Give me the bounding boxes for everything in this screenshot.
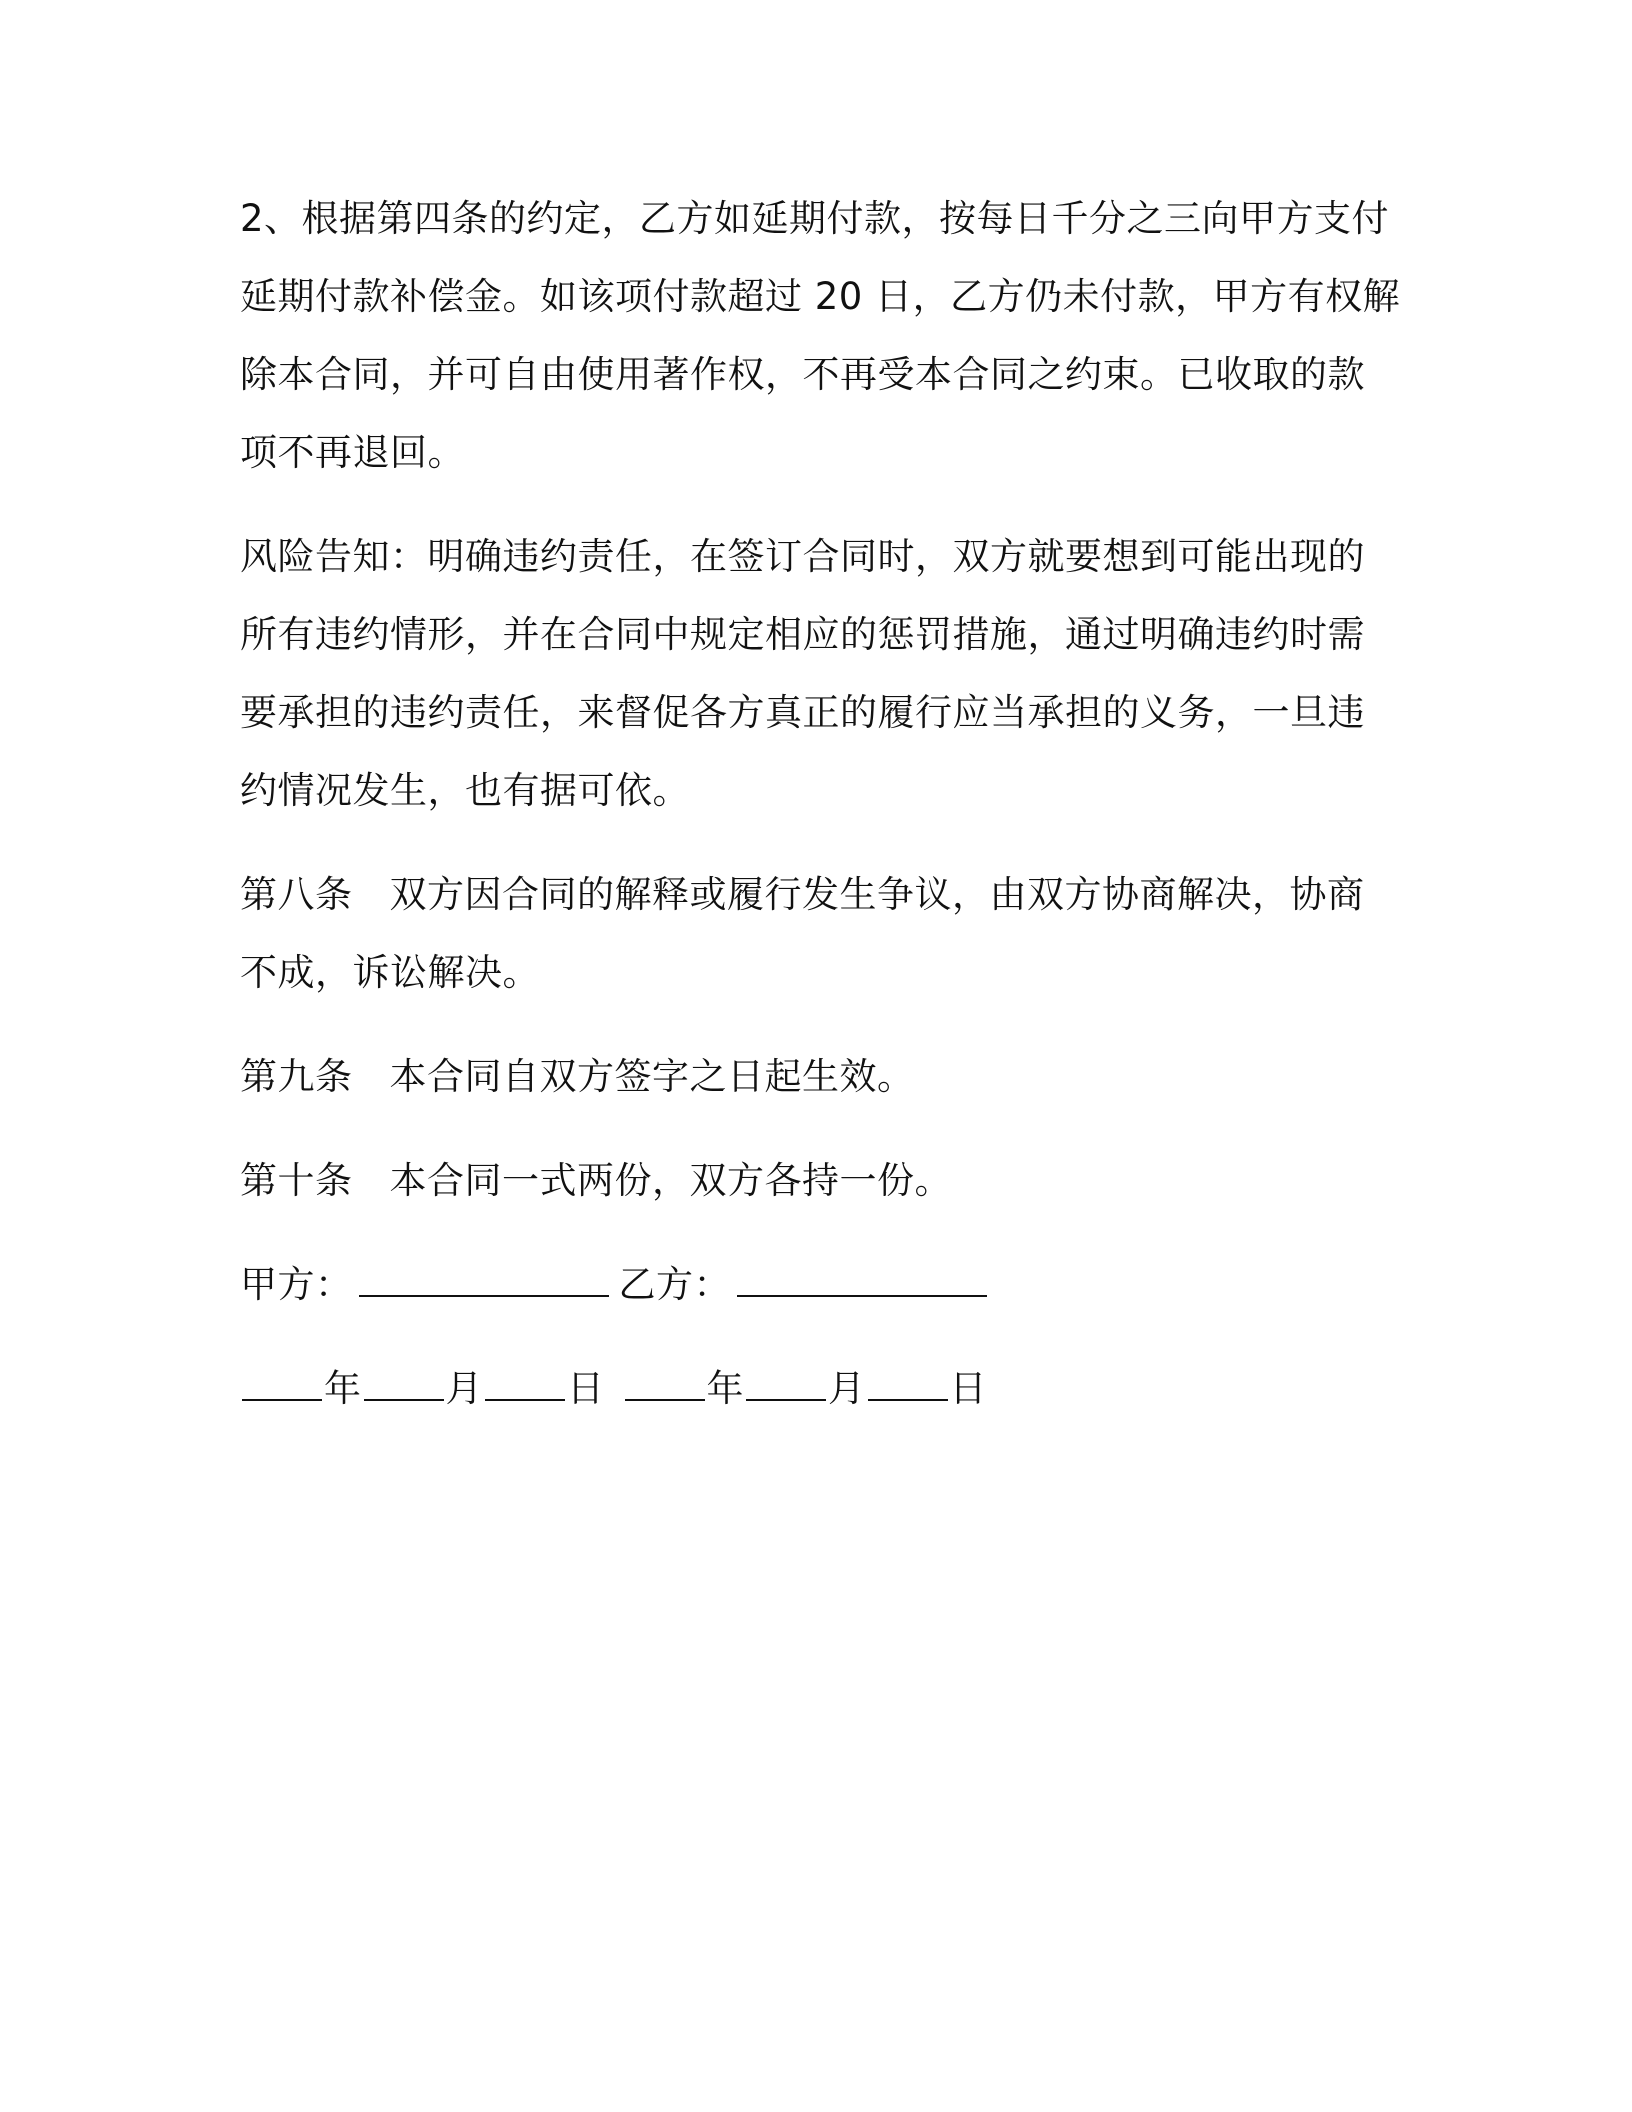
article-10 bbox=[240, 1142, 1400, 1220]
article-8 bbox=[240, 856, 1400, 1012]
party-b-label: 乙方： bbox=[618, 1263, 731, 1306]
year-label: 年 bbox=[324, 1367, 362, 1410]
text-line bbox=[240, 1246, 1400, 1324]
year-label: 年 bbox=[706, 1367, 744, 1410]
date-line bbox=[240, 1350, 1400, 1428]
month-label: 月 bbox=[445, 1367, 483, 1410]
party-a-month-blank[interactable] bbox=[364, 1369, 444, 1401]
party-b-day-blank[interactable] bbox=[868, 1369, 948, 1401]
article-text: 本合同自双方签字之日起生效。 bbox=[389, 1055, 915, 1098]
text-line: 延期付款补偿金。如该项付款超过 20 日，乙方仍未付款，甲方有权解 bbox=[240, 275, 1401, 318]
party-a-signature-blank[interactable] bbox=[359, 1265, 609, 1297]
text-line: 项不再退回。 bbox=[240, 431, 465, 474]
text-line bbox=[240, 1142, 1400, 1220]
party-b-month-blank[interactable] bbox=[746, 1369, 826, 1401]
party-b-signature-blank[interactable] bbox=[737, 1265, 987, 1297]
text-line bbox=[240, 1350, 1400, 1428]
article-text: 双方因合同的解释或履行发生争议，由双方协商解决，协商 bbox=[389, 873, 1365, 916]
document-body bbox=[240, 180, 1400, 1428]
text-line: 不成，诉讼解决。 bbox=[240, 951, 540, 994]
party-b-year-blank[interactable] bbox=[625, 1369, 705, 1401]
text-line: 除本合同，并可自由使用著作权，不再受本合同之约束。已收取的款 bbox=[240, 353, 1365, 396]
text-line: 所有违约情形，并在合同中规定相应的惩罚措施，通过明确违约时需 bbox=[240, 613, 1365, 656]
text-line bbox=[240, 1038, 1400, 1116]
day-label: 日 bbox=[567, 1367, 605, 1410]
article-number: 第十条 bbox=[240, 1159, 353, 1202]
day-label: 日 bbox=[949, 1367, 987, 1410]
party-a-year-blank[interactable] bbox=[242, 1369, 322, 1401]
clause-late-payment bbox=[240, 180, 1400, 492]
text-line: 约情况发生，也有据可依。 bbox=[240, 769, 690, 812]
risk-notice bbox=[240, 518, 1400, 830]
signature-line bbox=[240, 1246, 1400, 1324]
text-line bbox=[240, 856, 1400, 934]
month-label: 月 bbox=[828, 1367, 866, 1410]
text-line: 2、根据第四条的约定，乙方如延期付款，按每日千分之三向甲方支付 bbox=[240, 197, 1390, 240]
text-line: 风险告知：明确违约责任，在签订合同时，双方就要想到可能出现的 bbox=[240, 535, 1365, 578]
party-a-label: 甲方： bbox=[240, 1263, 353, 1306]
article-text: 本合同一式两份，双方各持一份。 bbox=[389, 1159, 952, 1202]
text-line: 要承担的违约责任，来督促各方真正的履行应当承担的义务，一旦违 bbox=[240, 691, 1365, 734]
party-a-day-blank[interactable] bbox=[485, 1369, 565, 1401]
article-number: 第八条 bbox=[240, 873, 353, 916]
article-number: 第九条 bbox=[240, 1055, 353, 1098]
article-9 bbox=[240, 1038, 1400, 1116]
